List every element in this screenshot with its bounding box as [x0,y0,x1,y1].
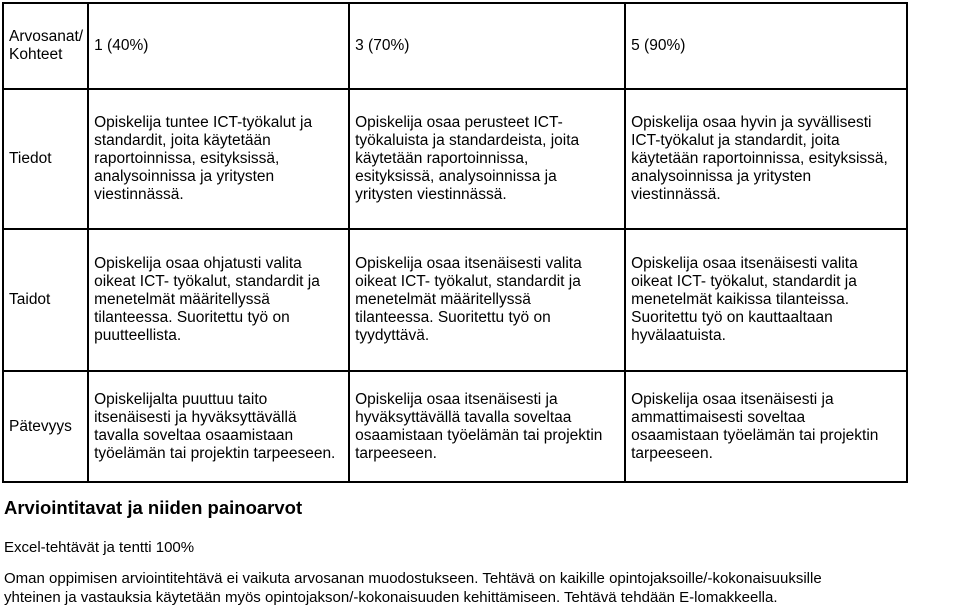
cell-line: osaamistaan työelämän tai projektin [631,426,879,444]
cell-line: oikeat ICT- työkalut, standardit ja [94,273,320,290]
cell-line: Opiskelijalta puuttuu taito [94,390,268,408]
cell-line: tavalla soveltaa osaamistaan [94,426,294,444]
cell-line: työkaluista ja standardeista, joita [355,132,580,149]
cell-line: Opiskelija osaa hyvin ja syvällisesti [631,114,872,131]
cell-text [355,114,620,204]
cell-line: käytetään raportoinnissa, esityksissä, [631,150,888,167]
table-cell [88,229,349,371]
cell-line: ammattimaisesti soveltaa [631,408,806,426]
cell-text [631,114,902,204]
table-row [3,229,907,371]
cell-line: tarpeeseen. [631,444,713,462]
table-cell [625,229,907,371]
cell-line: itsenäisesti ja hyväksyttävällä [94,408,297,426]
table-header-row [3,3,907,89]
corner-label-line: Kohteet [9,46,63,63]
table-row [3,89,907,229]
cell-line: oikeat ICT- työkalut, standardit ja [631,273,857,290]
cell-text [355,391,620,463]
cell-line: standardit, joita käytetään [94,132,271,149]
section-heading: Arviointitavat ja niiden painoarvot [4,497,303,518]
paragraph-line: Oman oppimisen arviointitehtävä ei vaikuta arvosanan muodostukseen. Tehtävä on kaikille opintojaksoille/-kokonaisuuksille [4,570,822,587]
table-cell [349,229,625,371]
corner-header-cell [3,3,88,89]
cell-line: oikeat ICT- työkalut, standardit ja [355,273,581,290]
cell-line: Opiskelija osaa perusteet ICT- [355,114,563,131]
table-row [3,371,907,482]
info-paragraph [4,570,954,607]
cell-text [631,391,902,463]
table-cell [625,371,907,482]
cell-line: puutteellista. [94,327,182,344]
cell-line: raportoinnissa, esityksissä, [94,150,280,167]
cell-text [631,255,902,345]
grade-header-3: 3 (70%) [349,3,625,89]
table-cell [349,371,625,482]
cell-line: Opiskelija osaa itsenäisesti valita [355,255,582,272]
cell-text [94,255,344,345]
assessment-table [2,2,908,483]
table-cell [349,89,625,229]
weighting-line: Excel-tehtävät ja tentti 100% [4,539,195,556]
cell-line: menetelmät määritellyssä [94,291,270,308]
cell-line: Opiskelija osaa ohjatusti valita [94,255,302,272]
cell-line: analysoinnissa ja yritysten [631,168,812,185]
cell-line: tyydyttävä. [355,327,430,344]
cell-line: Suoritettu työ on kauttaaltaan [631,309,833,326]
cell-line: Opiskelija osaa itsenäisesti ja [355,390,558,408]
cell-line: menetelmät kaikissa tilanteissa. [631,291,850,308]
cell-line: hyväksyttävällä tavalla soveltaa [355,408,572,426]
cell-line: tilanteessa. Suoritettu työ on [94,309,290,326]
cell-line: viestinnässä. [94,186,184,203]
cell-line: Opiskelija osaa itsenäisesti ja [631,390,834,408]
cell-line: esityksissä, analysoinnissa ja [355,168,557,185]
grade-header-1: 1 (40%) [88,3,349,89]
table-cell [625,89,907,229]
row-label: Tiedot [3,89,88,229]
cell-line: analysoinnissa ja yritysten [94,168,275,185]
cell-line: menetelmät määritellyssä [355,291,531,308]
table-cell [88,371,349,482]
cell-line: hyvälaatuista. [631,327,726,344]
corner-label-line: Arvosanat/ [9,28,84,45]
cell-line: työelämän tai projektin tarpeeseen. [94,444,336,462]
row-label: Taidot [3,229,88,371]
table-cell [88,89,349,229]
cell-line: Opiskelija osaa itsenäisesti valita [631,255,858,272]
cell-line: käytetään raportoinnissa, [355,150,529,167]
cell-line: yritysten viestinnässä. [355,186,507,203]
cell-line: viestinnässä. [631,186,721,203]
cell-line: Opiskelija tuntee ICT-työkalut ja [94,114,313,131]
cell-text [94,114,344,204]
cell-line: ICT-työkalut ja standardit, joita [631,132,840,149]
cell-text [94,391,344,463]
cell-line: osaamistaan työelämän tai projektin [355,426,603,444]
cell-line: tilanteessa. Suoritettu työ on [355,309,551,326]
cell-line: tarpeeseen. [355,444,437,462]
paragraph-line: yhteinen ja vastauksia käytetään myös opintojakson/-kokonaisuuden kehittämiseen. Tehtävä tehdään E-lomakkeella. [4,588,778,606]
row-label: Pätevyys [3,371,88,482]
cell-text [355,255,620,345]
grade-header-5: 5 (90%) [625,3,907,89]
